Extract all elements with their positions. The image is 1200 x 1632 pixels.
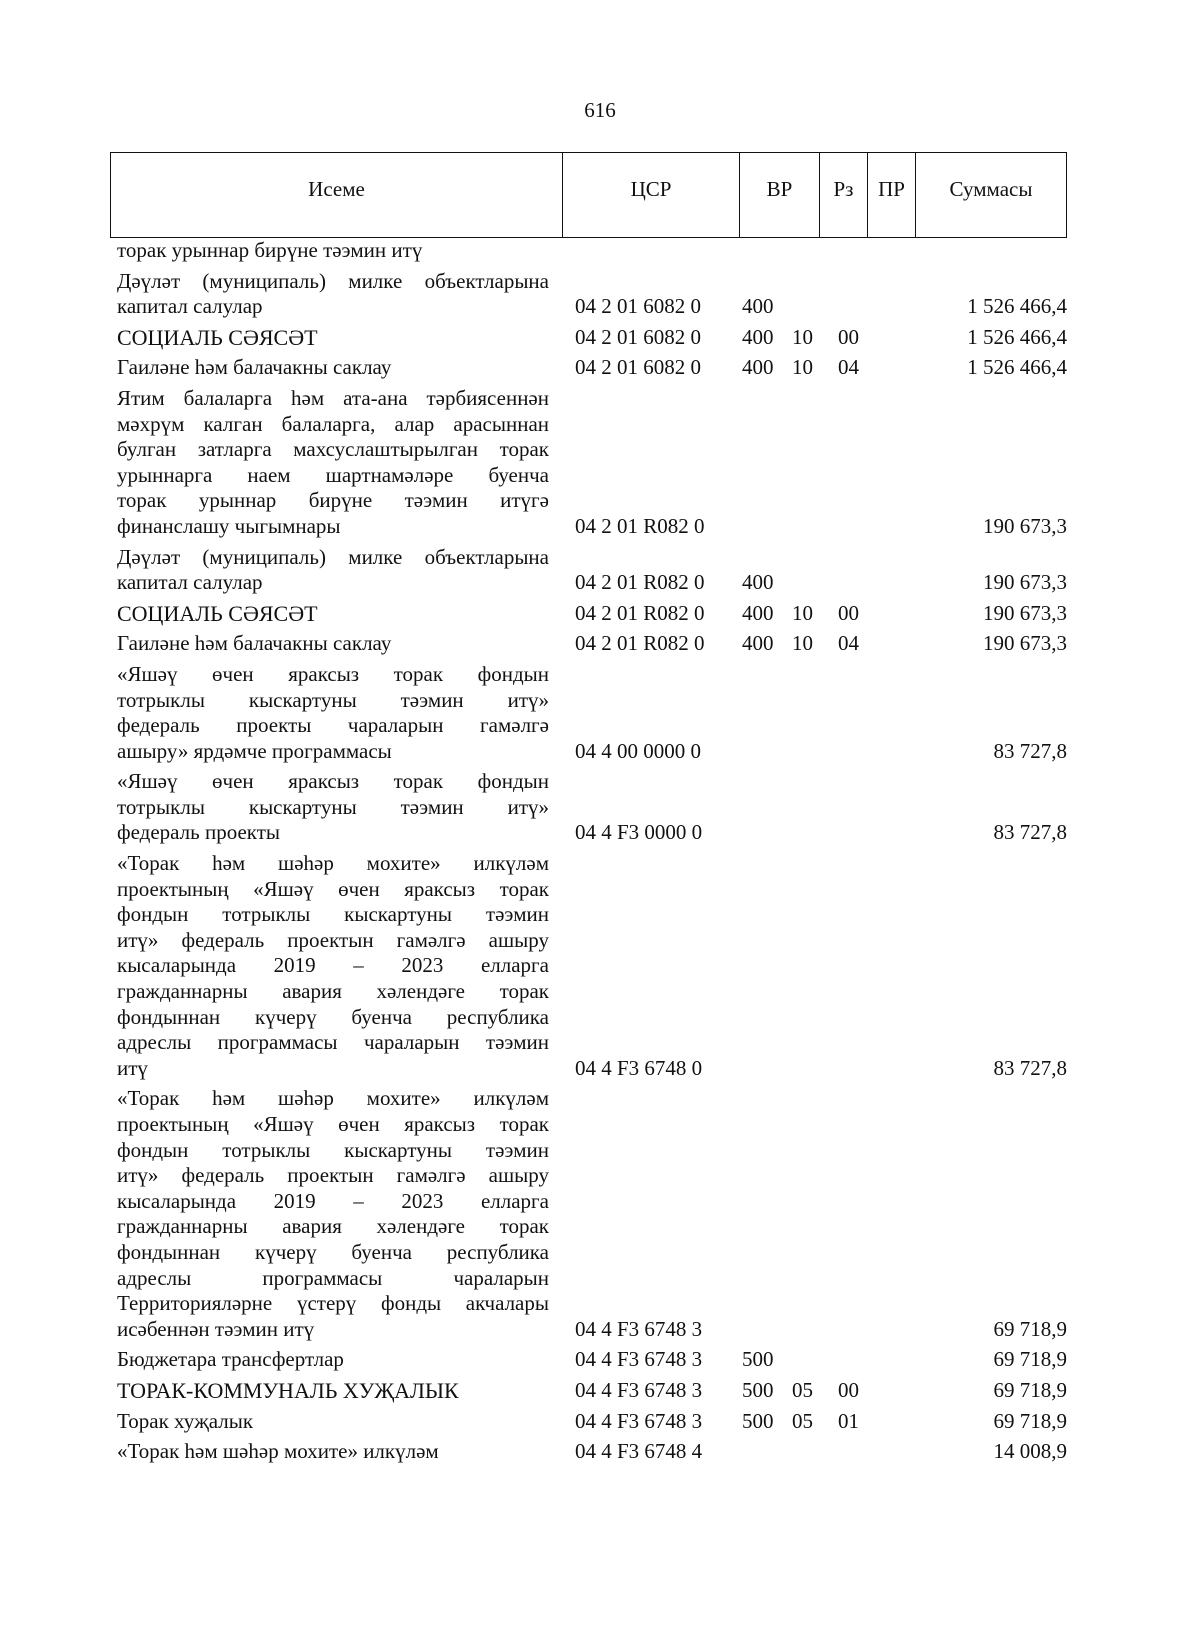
row-vr: 400	[742, 355, 774, 380]
header-name: Исеме	[111, 153, 563, 237]
row-csr: 04 4 F3 6748 3	[575, 1347, 703, 1372]
table-row	[117, 662, 1067, 764]
table-row	[117, 386, 1067, 540]
row-vr: 400	[742, 631, 774, 656]
row-name-line: торак урыннар бирүне тәэмин итү	[117, 238, 423, 262]
table-row	[117, 1378, 1067, 1404]
row-csr: 04 4 00 0000 0	[575, 738, 701, 763]
row-name-line: Гаиләне һәм балачакны саклау	[117, 631, 392, 656]
row-name-line: Гаиләне һәм балачакны саклау	[117, 355, 392, 380]
row-name-line: итү» федераль проектын гамәлгә ашыру	[117, 927, 549, 952]
row-name	[117, 1378, 549, 1404]
table-body	[117, 238, 1067, 1470]
row-pr: 00	[838, 324, 859, 349]
row-name-line: Дәүләт (муниципаль) милке объектларына	[117, 268, 549, 293]
row-name-line: фондын тотрыклы кыскартуны тәэмин	[117, 1137, 549, 1162]
row-name-line: тотрыклы кыскартуны тәэмин итү»	[117, 794, 549, 819]
row-csr: 04 2 01 R082 0	[575, 513, 705, 538]
header-pr: ПР	[868, 153, 916, 237]
row-sum: 190 673,3	[983, 631, 1067, 656]
row-name-line: финанслашу чыгымнары	[117, 513, 341, 538]
row-vr: 500	[742, 1408, 774, 1433]
row-csr: 04 2 01 R082 0	[575, 600, 705, 625]
row-sum: 1 526 466,4	[967, 324, 1067, 349]
row-csr: 04 2 01 6082 0	[575, 355, 701, 380]
row-sum: 190 673,3	[983, 513, 1067, 538]
table-row	[117, 545, 1067, 596]
row-name-line: «Яшәү өчен яраксыз торак фондын	[117, 769, 549, 794]
table-row	[117, 325, 1067, 351]
row-name-line: ТОРАК-КОММУНАЛЬ ХУҖАЛЫК	[117, 1377, 459, 1403]
row-csr: 04 2 01 R082 0	[575, 631, 705, 656]
row-name-line: кысаларында 2019 – 2023 елларга	[117, 953, 549, 978]
row-sum: 83 727,8	[993, 820, 1067, 845]
row-pr: 04	[838, 355, 859, 380]
row-sum: 83 727,8	[993, 738, 1067, 763]
table-row	[117, 769, 1067, 846]
row-csr: 04 4 F3 0000 0	[575, 820, 703, 845]
table-row	[117, 1439, 1067, 1465]
row-vr: 400	[742, 570, 774, 595]
row-sum: 69 718,9	[993, 1408, 1067, 1433]
row-name-line: итү» федераль проектын гамәлгә ашыру	[117, 1163, 549, 1188]
row-rz: 10	[792, 355, 813, 380]
table-row	[117, 601, 1067, 627]
row-pr: 00	[838, 1377, 859, 1402]
row-name	[117, 1347, 549, 1373]
row-name	[117, 601, 549, 627]
row-name-line: проектының «Яшәү өчен яраксыз торак	[117, 876, 549, 901]
row-csr: 04 4 F3 6748 4	[575, 1439, 703, 1464]
table-row	[117, 355, 1067, 381]
row-name-line: Дәүләт (муниципаль) милке объектларына	[117, 544, 549, 569]
row-name-line: ашыру» ярдәмче программасы	[117, 738, 392, 763]
header-vr: ВР	[740, 153, 820, 237]
row-name-line: федераль проекты чараларын гамәлгә	[117, 713, 549, 738]
row-name-line: тотрыклы кыскартуны тәэмин итү»	[117, 687, 549, 712]
table-row	[117, 1409, 1067, 1435]
table-row	[117, 1086, 1067, 1342]
row-name-line: булган затларга махсуслаштырылган торак	[117, 437, 549, 462]
row-rz: 05	[792, 1408, 813, 1433]
row-name-line: Бюджетара трансфертлар	[117, 1347, 344, 1372]
row-name	[117, 1409, 549, 1435]
row-name-line: фондыннан күчерү буенча республика	[117, 1004, 549, 1029]
row-sum: 14 008,9	[993, 1439, 1067, 1464]
row-sum: 83 727,8	[993, 1055, 1067, 1080]
row-name-line: СОЦИАЛЬ СӘЯСӘТ	[117, 600, 318, 626]
row-name	[117, 545, 549, 596]
row-name	[117, 631, 549, 657]
header-rz: Рз	[820, 153, 868, 237]
row-sum: 69 718,9	[993, 1347, 1067, 1372]
row-name-line: торак урыннар бирүне тәэмин итүгә	[117, 488, 549, 513]
row-rz: 10	[792, 324, 813, 349]
row-name-line: исәбеннән тәэмин итү	[117, 1316, 315, 1341]
row-sum: 190 673,3	[983, 600, 1067, 625]
table-header	[110, 152, 1067, 238]
row-name-line: СОЦИАЛЬ СӘЯСӘТ	[117, 324, 318, 350]
row-name-line: Ятим балаларга һәм ата-ана тәрбиясеннән	[117, 385, 549, 410]
row-name-line: «Торак һәм шәһәр мохите» илкүләм	[117, 1439, 439, 1464]
row-vr: 400	[742, 324, 774, 349]
row-vr: 500	[742, 1347, 774, 1372]
row-name	[117, 1086, 549, 1342]
row-name-line: итү	[117, 1055, 148, 1080]
row-sum: 1 526 466,4	[967, 355, 1067, 380]
row-name	[117, 355, 549, 381]
row-name	[117, 386, 549, 540]
header-sum: Суммасы	[949, 176, 1033, 201]
row-name	[117, 1439, 549, 1465]
row-sum: 1 526 466,4	[967, 294, 1067, 319]
row-sum: 69 718,9	[993, 1316, 1067, 1341]
row-name	[117, 269, 549, 320]
row-name	[117, 662, 549, 764]
row-rz: 10	[792, 600, 813, 625]
row-name-line: гражданнарны авария хәлендәге торак	[117, 979, 549, 1004]
row-pr: 00	[838, 600, 859, 625]
row-vr: 400	[742, 294, 774, 319]
row-name-line: капитал салулар	[117, 570, 263, 595]
table-row	[117, 1347, 1067, 1373]
row-name	[117, 325, 549, 351]
row-name-line: «Яшәү өчен яраксыз торак фондын	[117, 661, 549, 686]
row-name-line: гражданнарны авария хәлендәге торак	[117, 1214, 549, 1239]
table-row	[117, 851, 1067, 1081]
row-name	[117, 769, 549, 846]
table-row	[117, 269, 1067, 320]
row-csr: 04 2 01 6082 0	[575, 324, 701, 349]
row-name-line: урыннарга наем шартнамәләре буенча	[117, 462, 549, 487]
row-name-line: Территорияләрне үстерү фонды акчалары	[117, 1291, 549, 1316]
row-name-line: Торак хуҗалык	[117, 1408, 254, 1433]
row-name-line: капитал салулар	[117, 294, 263, 319]
row-name	[117, 238, 549, 264]
row-sum: 69 718,9	[993, 1377, 1067, 1402]
row-vr: 400	[742, 600, 774, 625]
page-number: 616	[584, 98, 616, 122]
row-name-line: кысаларында 2019 – 2023 елларга	[117, 1188, 549, 1213]
row-name-line: фондын тотрыклы кыскартуны тәэмин	[117, 902, 549, 927]
row-name-line: фондыннан күчерү буенча республика	[117, 1239, 549, 1264]
row-vr: 500	[742, 1377, 774, 1402]
row-name-line: проектының «Яшәү өчен яраксыз торак	[117, 1112, 549, 1136]
row-name-line: «Торак һәм шәһәр мохите» илкүләм	[117, 851, 549, 876]
row-csr: 04 2 01 R082 0	[575, 570, 705, 595]
table-row	[117, 631, 1067, 657]
row-csr: 04 2 01 6082 0	[575, 294, 701, 319]
row-name-line: мәхрүм калган балаларга, алар арасыннан	[117, 411, 549, 436]
row-name-line: адреслы программасы чараларын	[117, 1265, 549, 1290]
row-csr: 04 4 F3 6748 3	[575, 1377, 703, 1402]
header-csr: ЦСР	[563, 153, 740, 237]
row-pr: 04	[838, 631, 859, 656]
row-pr: 01	[838, 1408, 859, 1433]
row-sum: 190 673,3	[983, 570, 1067, 595]
row-name-line: адреслы программасы чараларын тәэмин	[117, 1030, 549, 1055]
row-rz: 05	[792, 1377, 813, 1402]
row-rz: 10	[792, 631, 813, 656]
row-csr: 04 4 F3 6748 0	[575, 1055, 703, 1080]
table-row	[117, 238, 1067, 264]
row-csr: 04 4 F3 6748 3	[575, 1408, 703, 1433]
row-name-line: «Торак һәм шәһәр мохите» илкүләм	[117, 1086, 549, 1111]
row-name	[117, 851, 549, 1081]
row-name-line: федераль проекты	[117, 820, 280, 845]
row-csr: 04 4 F3 6748 3	[575, 1316, 703, 1341]
